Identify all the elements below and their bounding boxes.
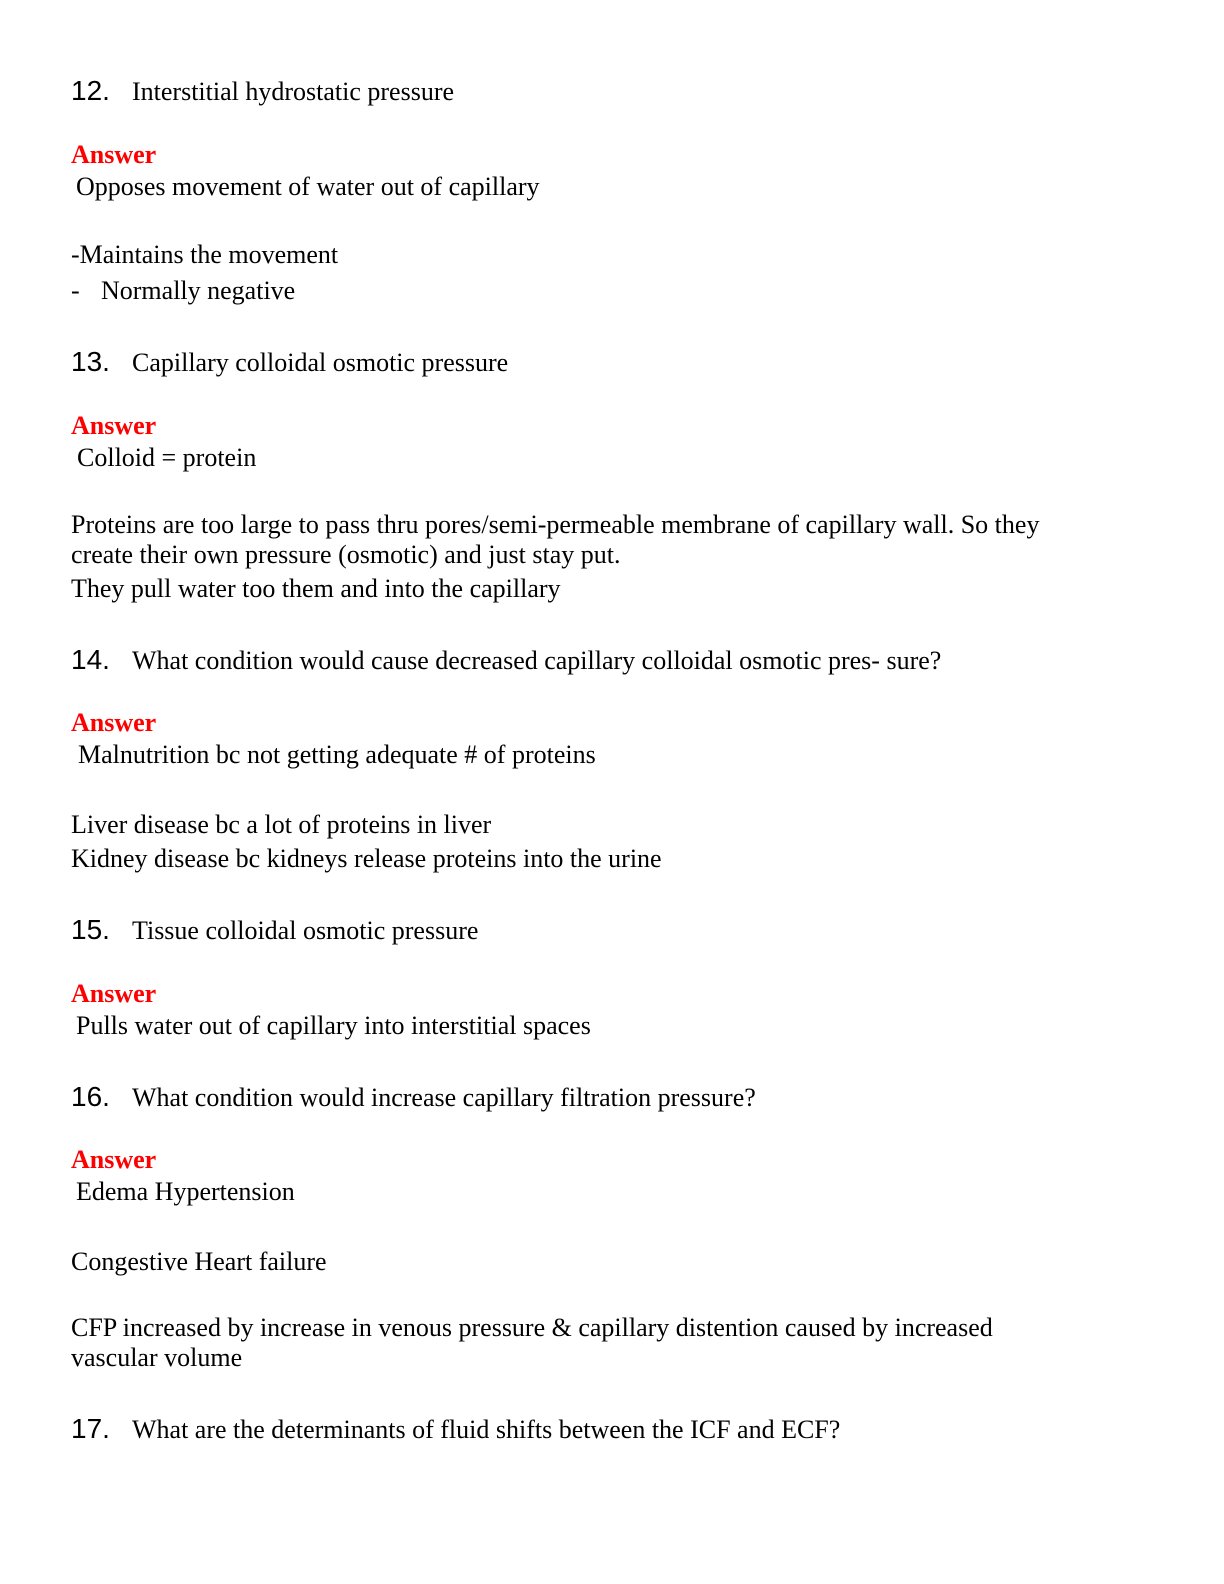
- answer-line: Congestive Heart failure: [71, 1247, 327, 1276]
- answer-line: -Maintains the movement: [71, 240, 339, 269]
- question-number: 15.: [71, 914, 110, 945]
- answer-line: CFP increased by increase in venous pressure & capillary distention caused by increased: [71, 1313, 993, 1342]
- answer-line: Kidney disease bc kidneys release proteins into the urine: [71, 844, 662, 873]
- answer-line: Edema Hypertension: [76, 1177, 295, 1206]
- question-12: [71, 76, 454, 107]
- question-17: [71, 1414, 840, 1445]
- answer-label: Answer: [71, 708, 157, 737]
- question-text: What are the determinants of fluid shifts between the ICF and ECF?: [132, 1415, 841, 1444]
- answer-line: Pulls water out of capillary into interstitial spaces: [76, 1011, 591, 1040]
- question-number: 16.: [71, 1081, 110, 1112]
- question-number: 14.: [71, 644, 110, 675]
- question-number: 17.: [71, 1413, 110, 1444]
- answer-bullet-item: [71, 276, 295, 306]
- answer-line: Malnutrition bc not getting adequate # of proteins: [78, 740, 596, 769]
- answer-label: Answer: [71, 979, 157, 1008]
- answer-line: vascular volume: [71, 1343, 243, 1372]
- question-15: [71, 915, 478, 946]
- question-text: Tissue colloidal osmotic pressure: [132, 916, 479, 945]
- question-text: What condition would increase capillary filtration pressure?: [132, 1083, 756, 1112]
- answer-label: Answer: [71, 411, 157, 440]
- answer-line: Proteins are too large to pass thru pores/semi-permeable membrane of capillary wall. So they: [71, 510, 1040, 539]
- answer-line: Opposes movement of water out of capillary: [76, 172, 540, 201]
- question-number: 13.: [71, 346, 110, 377]
- answer-line: create their own pressure (osmotic) and just stay put.: [71, 540, 621, 569]
- answer-label: Answer: [71, 140, 157, 169]
- question-14: [71, 645, 941, 676]
- question-text: Capillary colloidal osmotic pressure: [132, 348, 509, 377]
- question-13: [71, 347, 508, 378]
- bullet-dash: -: [71, 276, 80, 305]
- answer-line: They pull water too them and into the capillary: [71, 574, 561, 603]
- question-text: Interstitial hydrostatic pressure: [132, 77, 455, 106]
- answer-line: Normally negative: [101, 276, 296, 305]
- answer-label: Answer: [71, 1145, 157, 1174]
- answer-line: Liver disease bc a lot of proteins in liver: [71, 810, 492, 839]
- question-16: [71, 1082, 756, 1113]
- question-number: 12.: [71, 75, 110, 106]
- question-text: What condition would cause decreased capillary colloidal osmotic pres- sure?: [132, 646, 942, 675]
- answer-line: Colloid = protein: [77, 443, 257, 472]
